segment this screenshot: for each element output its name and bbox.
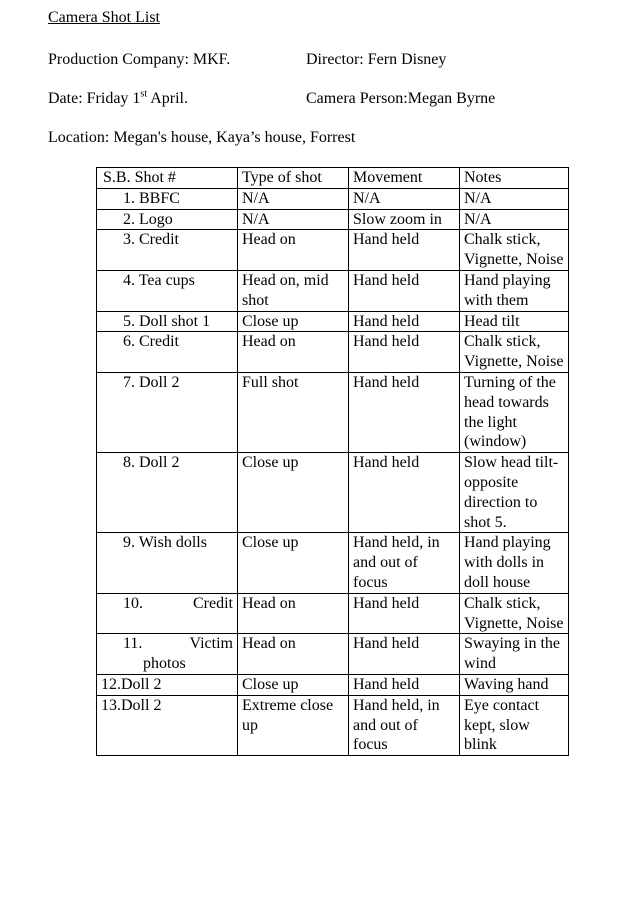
- date-ordinal: st: [140, 88, 148, 100]
- table-row: [97, 188, 569, 209]
- date-suffix: April.: [147, 90, 188, 107]
- location: Location: Megan's house, Kaya’s house, Forrest: [48, 129, 356, 146]
- shot-number: 11.: [123, 635, 143, 653]
- movement-cell: Hand held: [349, 270, 460, 311]
- shot-cell: 2. Logo: [97, 209, 238, 230]
- notes-cell: Swaying in the wind: [460, 634, 569, 675]
- type-cell: Close up: [238, 533, 349, 593]
- type-cell: Close up: [238, 311, 349, 332]
- notes-cell: Hand playing with them: [460, 270, 569, 311]
- notes-cell: Chalk stick, Vignette, Noise: [460, 332, 569, 373]
- movement-cell: N/A: [349, 188, 460, 209]
- movement-cell: Hand held: [349, 453, 460, 533]
- type-cell: Head on, mid shot: [238, 270, 349, 311]
- table-row: [97, 674, 569, 695]
- table-row: [97, 270, 569, 311]
- type-cell: Head on: [238, 230, 349, 271]
- movement-cell: Hand held: [349, 674, 460, 695]
- type-cell: Head on: [238, 593, 349, 634]
- table-row: [97, 695, 569, 755]
- date-prefix: Date: Friday 1: [48, 90, 141, 107]
- movement-cell: Hand held: [349, 634, 460, 675]
- shot-cell: [97, 593, 238, 634]
- table-row: [97, 311, 569, 332]
- shot-cell: 12.Doll 2: [97, 674, 238, 695]
- shot-cell: 5. Doll shot 1: [97, 311, 238, 332]
- header-shot: S.B. Shot #: [97, 168, 238, 189]
- notes-cell: Head tilt: [460, 311, 569, 332]
- type-cell: Close up: [238, 674, 349, 695]
- type-cell: Close up: [238, 453, 349, 533]
- notes-cell: Turning of the head towards the light (window): [460, 372, 569, 452]
- shot-label: Credit: [193, 594, 233, 612]
- type-cell: Head on: [238, 332, 349, 373]
- type-cell: N/A: [238, 209, 349, 230]
- shot-table: [96, 167, 569, 756]
- header-movement: Movement: [349, 168, 460, 189]
- notes-cell: N/A: [460, 188, 569, 209]
- shot-cell: 3. Credit: [97, 230, 238, 271]
- type-cell: Extreme close up: [238, 695, 349, 755]
- notes-cell: Waving hand: [460, 674, 569, 695]
- shot-number: 10.: [123, 594, 143, 612]
- shot-cell: 4. Tea cups: [97, 270, 238, 311]
- table-row: [97, 593, 569, 634]
- notes-cell: Slow head tilt- opposite direction to shot 5.: [460, 453, 569, 533]
- movement-cell: Slow zoom in: [349, 209, 460, 230]
- type-cell: Full shot: [238, 372, 349, 452]
- notes-cell: Eye contact kept, slow blink: [460, 695, 569, 755]
- shot-cell: 8. Doll 2: [97, 453, 238, 533]
- movement-cell: Hand held, in and out of focus: [349, 695, 460, 755]
- movement-cell: Hand held: [349, 372, 460, 452]
- header-type: Type of shot: [238, 168, 349, 189]
- shot-cell: [97, 634, 238, 675]
- movement-cell: Hand held: [349, 230, 460, 271]
- director: Director: Fern Disney: [306, 51, 447, 68]
- shot-cell: 7. Doll 2: [97, 372, 238, 452]
- table-row: [97, 332, 569, 373]
- notes-cell: Chalk stick, Vignette, Noise: [460, 593, 569, 634]
- table-row: [97, 209, 569, 230]
- notes-cell: N/A: [460, 209, 569, 230]
- table-row: [97, 533, 569, 593]
- shot-cell: 1. BBFC: [97, 188, 238, 209]
- type-cell: Head on: [238, 634, 349, 675]
- camera-person: Camera Person:Megan Byrne: [306, 90, 496, 107]
- movement-cell: Hand held: [349, 332, 460, 373]
- shot-cell: 13.Doll 2: [97, 695, 238, 755]
- production-company: Production Company: MKF.: [48, 51, 231, 68]
- shot-label-continued: photos: [143, 655, 186, 673]
- movement-cell: Hand held: [349, 311, 460, 332]
- table-row: [97, 453, 569, 533]
- document-title: Camera Shot List: [48, 9, 160, 26]
- header-notes: Notes: [460, 168, 569, 189]
- table-row: [97, 634, 569, 675]
- shot-cell: 9. Wish dolls: [97, 533, 238, 593]
- notes-cell: Hand playing with dolls in doll house: [460, 533, 569, 593]
- table-row: [97, 230, 569, 271]
- notes-cell: Chalk stick, Vignette, Noise: [460, 230, 569, 271]
- shot-label: Victim: [189, 635, 233, 653]
- shot-cell: 6. Credit: [97, 332, 238, 373]
- date: [48, 90, 188, 108]
- type-cell: N/A: [238, 188, 349, 209]
- table-row: [97, 372, 569, 452]
- table-header-row: [97, 168, 569, 189]
- movement-cell: Hand held, in and out of focus: [349, 533, 460, 593]
- movement-cell: Hand held: [349, 593, 460, 634]
